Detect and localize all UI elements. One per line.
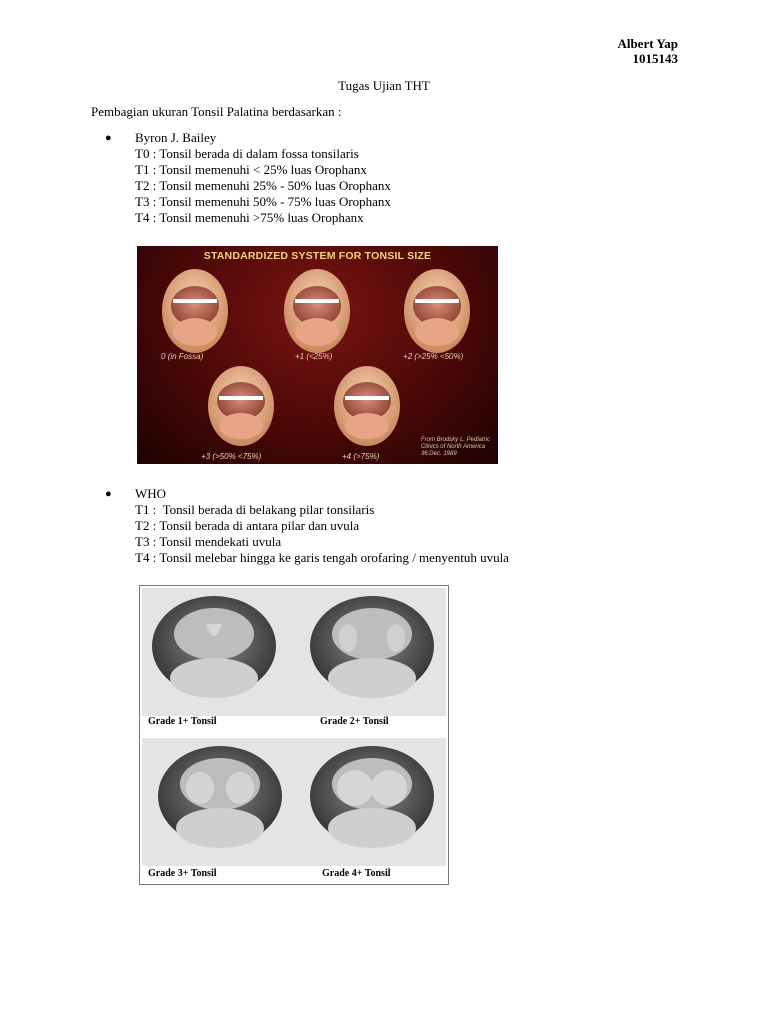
author-name: Albert Yap <box>617 36 678 51</box>
bailey-figure-title: STANDARDIZED SYSTEM FOR TONSIL SIZE <box>203 250 432 262</box>
bailey-heading: Byron J. Bailey <box>135 130 217 145</box>
who-line: T4 : Tonsil melebar hingga ke garis tengah orofaring / menyentuh uvula <box>135 550 509 565</box>
document-title: Tugas Ujian THT <box>338 78 430 93</box>
figure-credit: From Brodsky L. Pediatric Clinics of North America 36:Dec. 1989 <box>420 437 490 457</box>
who-heading: WHO <box>135 486 167 501</box>
bailey-section <box>105 130 391 226</box>
mouth-icon <box>404 269 470 353</box>
who-figure <box>139 585 449 885</box>
who-section <box>105 486 509 566</box>
mouth-icon <box>208 366 274 446</box>
bailey-line: T3 : Tonsil memenuhi 50% - 75% luas Orophanx <box>135 194 391 209</box>
who-line: T3 : Tonsil mendekati uvula <box>135 534 282 549</box>
mouth-icon <box>334 366 400 446</box>
grade-label: Grade 2+ Tonsil <box>320 716 389 727</box>
figure-label: 0 (in Fossa) <box>161 352 204 361</box>
bullet-icon: ● <box>105 132 112 144</box>
bullet-icon: ● <box>105 488 112 500</box>
bailey-line: T2 : Tonsil memenuhi 25% - 50% luas Orophanx <box>135 178 391 193</box>
intro-text: Pembagian ukuran Tonsil Palatina berdasarkan : <box>91 104 342 119</box>
grade-label: Grade 3+ Tonsil <box>148 868 217 879</box>
bailey-figure <box>137 246 498 464</box>
author-block <box>617 36 678 66</box>
figure-label: +3 (>50% <75%) <box>201 452 262 461</box>
mouth-icon <box>162 269 228 353</box>
grade-illustrations <box>140 586 448 884</box>
bailey-line: T4 : Tonsil memenuhi >75% luas Orophanx <box>135 210 364 225</box>
who-line: T2 : Tonsil berada di antara pilar dan uvula <box>135 518 360 533</box>
figure-label: +2 (>25% <50%) <box>403 352 464 361</box>
figure-label: +1 (<25%) <box>295 352 333 361</box>
who-line: T1 : Tonsil berada di belakang pilar tonsilaris <box>135 502 375 517</box>
mouth-icon <box>284 269 350 353</box>
grade-label: Grade 4+ Tonsil <box>322 868 391 879</box>
figure-label: +4 (>75%) <box>342 452 380 461</box>
grade-label: Grade 1+ Tonsil <box>148 716 217 727</box>
bailey-line: T0 : Tonsil berada di dalam fossa tonsilaris <box>135 146 359 161</box>
author-id: 1015143 <box>632 51 678 66</box>
bailey-line: T1 : Tonsil memenuhi < 25% luas Orophanx <box>135 162 367 177</box>
